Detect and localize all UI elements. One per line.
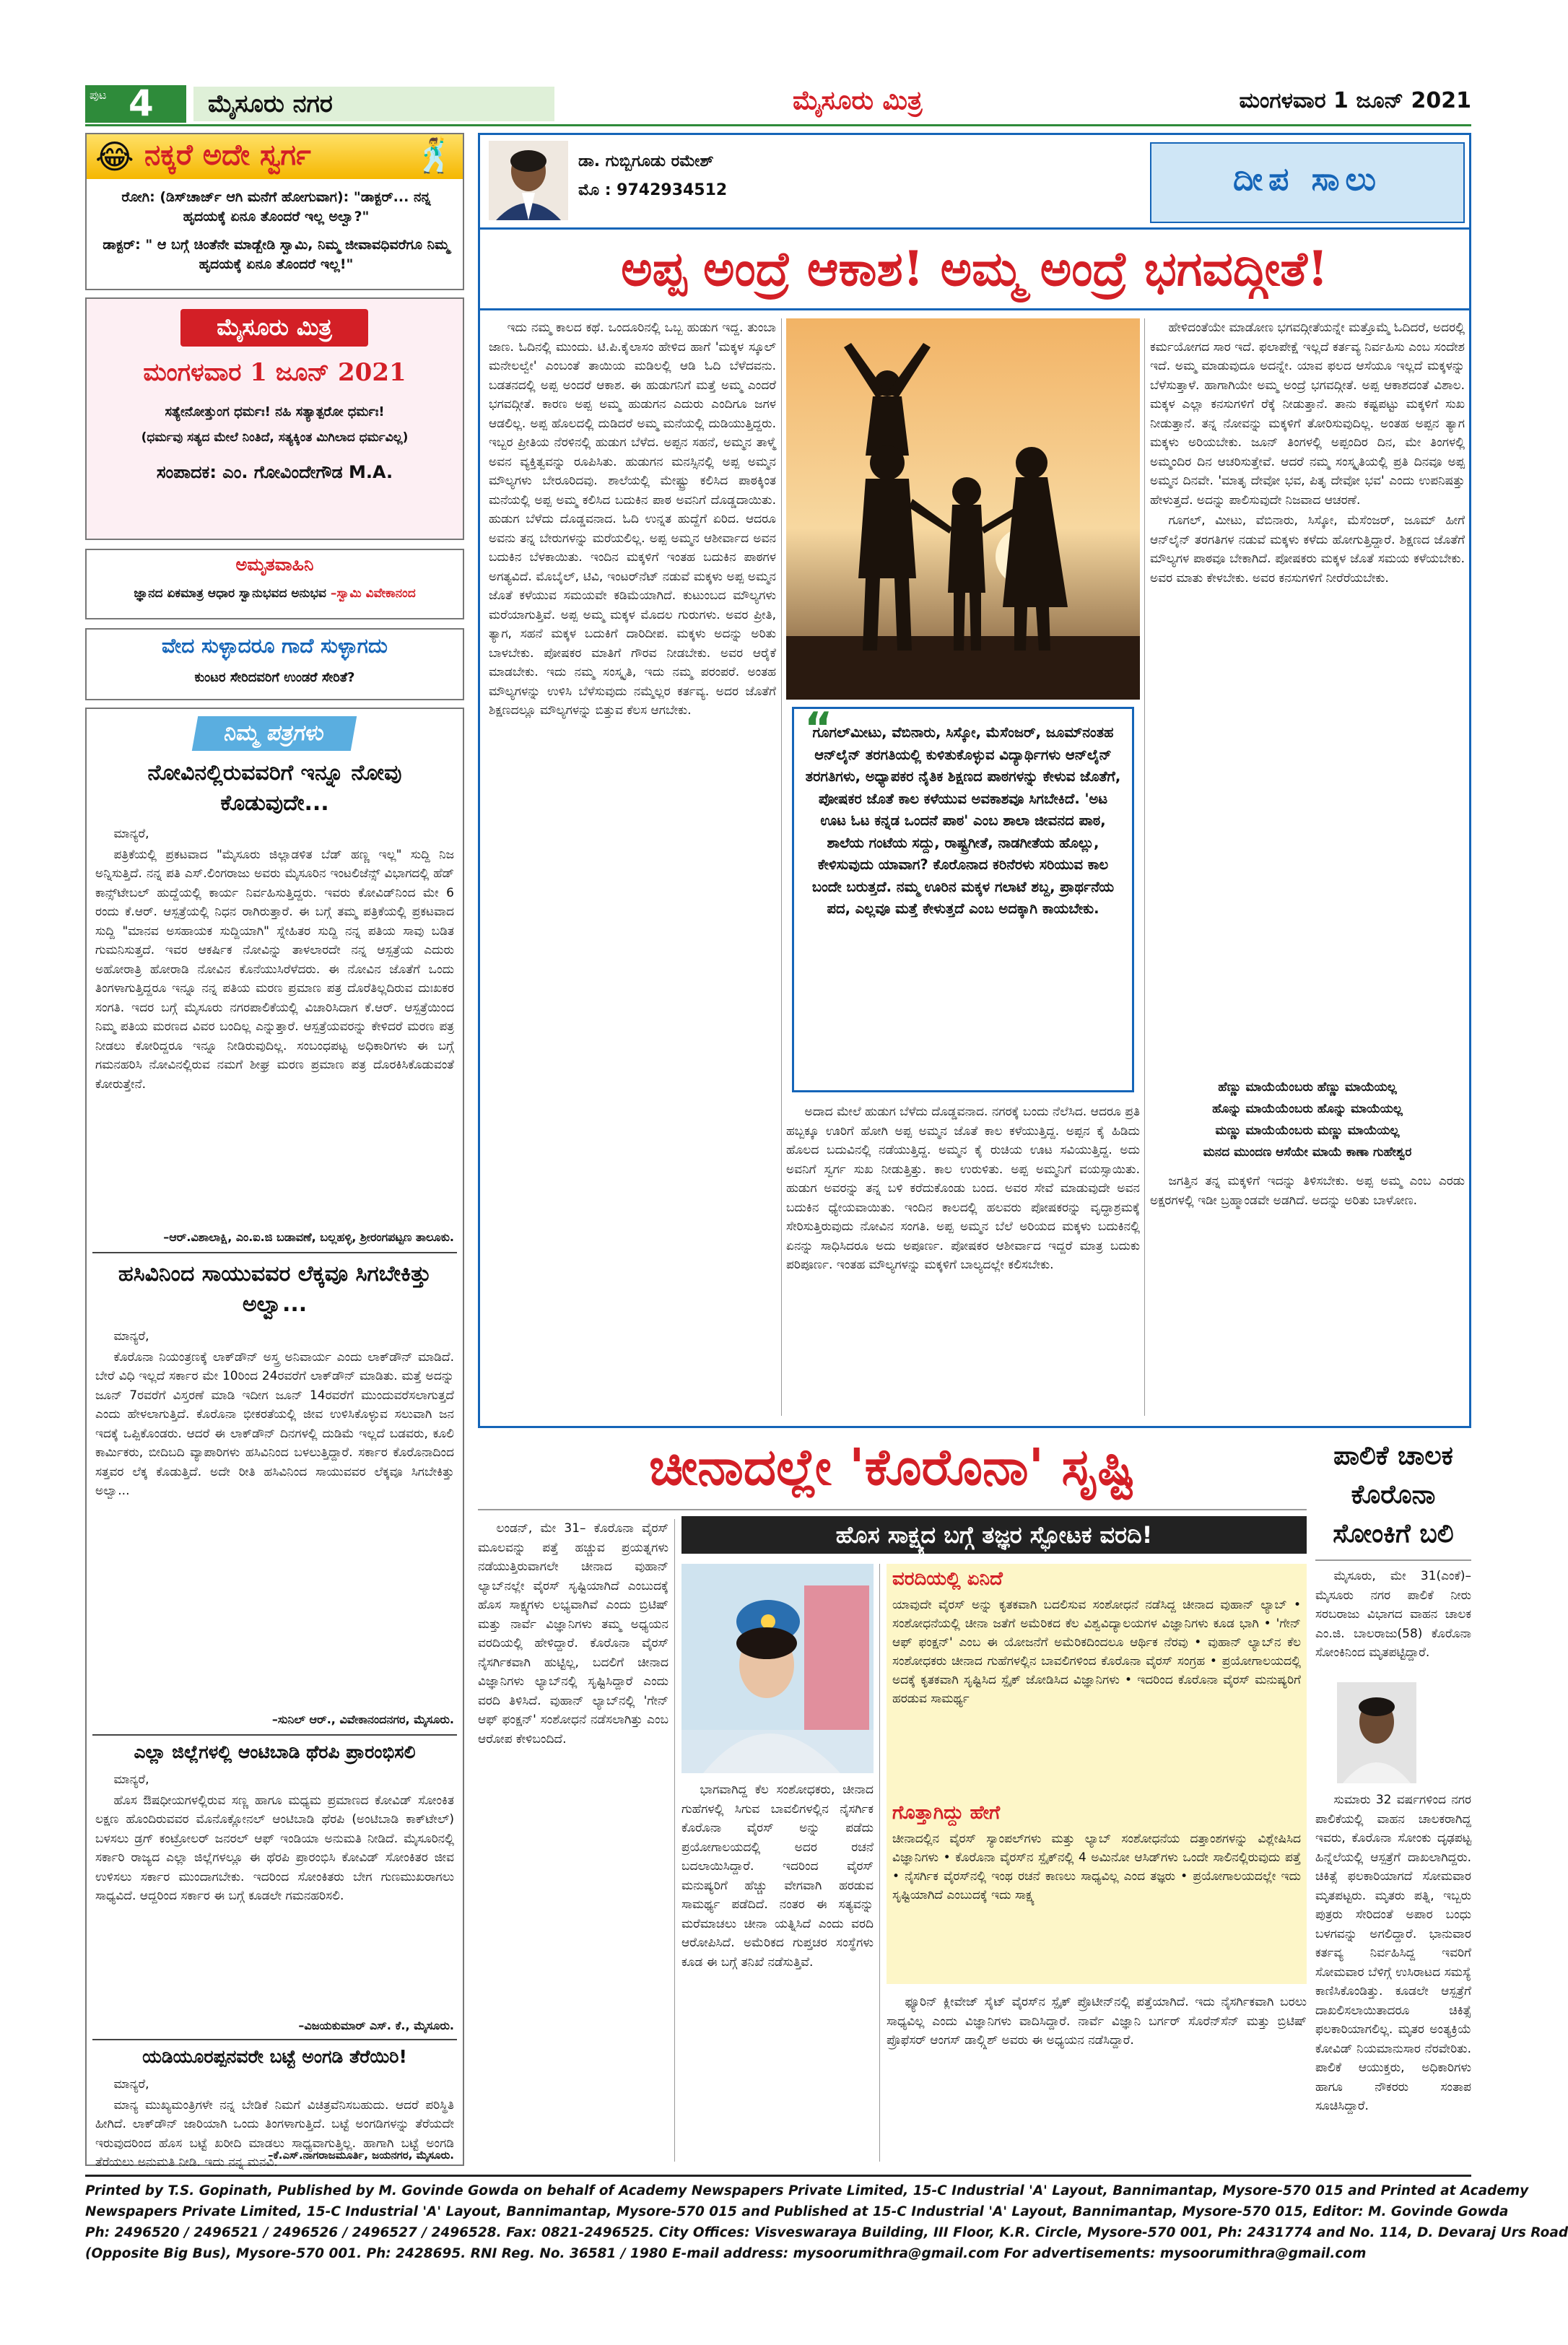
imprint-line-4: (Opposite Big Bus), Mysore-570 001. Ph: 2428695. RNI Reg. No. 36581 / 1980 E-mail address: mysoorumithra@gmail.com For advertisements: mysoorumithra@gmail.com [85,2246,1367,2261]
masthead-motto-1: ಸತ್ಯೇನೋತ್ತುಂಗ ಧರ್ಮಃ! ನಹಿ ಸತ್ಯಾತ್ಪರೋ ಧರ್ಮಃ! [165,404,385,419]
vachana-poem [1150,1076,1465,1166]
vedasa-title: ವೇದ ಸುಳ್ಳಾದರೂ ಗಾದೆ ಸುಳ್ಳಾಗದು [162,634,388,658]
letter-4-title: ಯಡಿಯೂರಪ್ಪನವರೇ ಬಟ್ಟೆ ಅಂಗಡಿ ತೆರೆಯಿರಿ! [142,2046,407,2067]
scientist-photo [681,1564,874,1773]
palike-body-1-text: ಮೈಸೂರು, ಮೇ 31(ಎಂಕೆ)– ಮೈಸೂರು ನಗರ ಪಾಲಿಕೆ ನೀರು ಸರಬರಾಜು ವಿಭಾಗದ ವಾಹನ ಚಾಲಕ ಎಂ.ಜಿ. ಬಾಲರಾಜು(58) ಕೊರೊನಾ ಸೋಂಕಿನಿಂದ ಮೃತಪಟ್ಟಿದ್ದಾರೆ. [1315,1569,1471,1660]
amrita-box [85,549,464,619]
letter-1-salutation: ಮಾನ್ಯರೆ, [113,827,149,841]
section-banner [1150,142,1465,223]
palike-story [1315,1437,1471,2166]
imprint-line-3: Ph: 2496520 / 2496521 / 2496526 / 2496527 / 2496528. Fax: 0821-2496525. City Offices: Visveswaraya Building, III Floor, K.R. Circle, Mysore-570 001, Ph: 2431774 and No. 114, D. Devaraj Urs Road [85,2225,1568,2240]
report-box-text: ಯಾವುದೇ ವೈರಸ್ ಅನ್ನು ಕೃತಕವಾಗಿ ಬದಲಿಸುವ ಸಂಶೋಧನೆ ನಡೆಸಿದ್ದ ಚೀನಾದ ವುಹಾನ್ ಲ್ಯಾಬ್ • ಸಂಶೋಧನೆಯಲ್ಲಿ ಚೀನಾ ಜತೆಗೆ ಅಮೆರಿಕದ ಕೆಲ ವಿಶ್ವವಿದ್ಯಾಲಯಗಳ ವಿಜ್ಞಾನಿಗಳು ಕೂಡ ಭಾಗಿ • 'ಗೇನ್ ಆಫ್ ಫಂಕ್ಷನ್' ಎಂಬ ಈ ಯೋಜನೆಗೆ ಅಮೆರಿಕದಿಂದಲೂ ಆರ್ಥಿಕ ನೆರವು • ವುಹಾನ್ ಲ್ಯಾಬ್‌ನ ಕೆಲ ಸಂಶೋಧಕರು ಚೀನಾದ ಗುಹೆಗಳಲ್ಲಿನ ಬಾವಲಿಗಳಿಂದ ಕೊರೊನಾ ವೈರಸ್ ಸಂಗ್ರಹ • ಪ್ರಯೋಗಾಲಯದಲ್ಲಿ ಅದಕ್ಕೆ ಕೃತಕವಾಗಿ ಸೃಷ್ಟಿಸಿದ ಸ್ಪೈಕ್ ಜೋಡಿಸಿದ ವಿಜ್ಞಾನಿಗಳು • ಇದರಿಂದ ಕೊರೊನಾ ವೈರಸ್ ಮನುಷ್ಯರಿಗೆ ಹರಡುವ ಸಾಮರ್ಥ್ಯ [892,1598,1301,1706]
masthead-editor: ಸಂಪಾದಕ: ಎಂ. ಗೋವಿಂದೇಗೌಡ M.A. [156,462,393,482]
page-number: 4 [129,82,154,124]
joke-text-2: ಡಾಕ್ಟರ್: " ಆ ಬಗ್ಗೆ ಚಿಂತೆನೇ ಮಾಡ್ಬೇಡಿ ಸ್ವಾಮಿ, ನಿಮ್ಮ ಜೀವಾವಧಿವರೆಗೂ ನಿಮ್ಮ ಹೃದಯಕ್ಕೆ ಏನೂ ತೊಂದರೆ ಇಲ್ಲ!" [103,237,450,272]
section-title: ದೀಪ ಸಾಲು [1232,161,1382,198]
masthead-motto-2: (ಧರ್ಮವು ಸತ್ಯದ ಮೇಲೆ ನಿಂತಿದೆ, ಸತ್ಯಕ್ಕಿಂತ ಮಿಗಿಲಾದ ಧರ್ಮವಿಲ್ಲ) [141,430,409,445]
masthead-small: ಮೈಸೂರು ಮಿತ್ರ [793,85,923,116]
letter-1-title: ನೋವಿನಲ್ಲಿರುವವರಿಗೆ ಇನ್ನೂ ನೋವು ಕೊಡುವುದೇ... [147,760,402,816]
china-subhead: ಹೊಸ ಸಾಕ್ಷ್ಯದ ಬಗ್ಗೆ ತಜ್ಞರ ಸ್ಫೋಟಕ ವರದಿ! [681,1516,1307,1554]
scientist-portrait-icon [681,1564,874,1773]
masthead-date: ಮಂಗಳವಾರ 1 ಜೂನ್ 2021 [143,358,406,387]
china-col-1 [478,1519,668,2162]
palike-body-1 [1315,1567,1471,1675]
masthead-name: ಮೈಸೂರು ಮಿತ್ರ [217,313,332,341]
amrita-text: ಜ್ಞಾನದ ಏಕಮಾತ್ರ ಆಧಾರ ಸ್ವಾನುಭವದ ಅನುಭವ [134,586,326,601]
quote-box [792,703,1134,1092]
china-headline: ಚೀನಾದಲ್ಲೇ 'ಕೊರೊನಾ' ಸೃಷ್ಟಿ [649,1437,1136,1497]
deceased-photo [1337,1682,1416,1783]
feature-article [478,133,1471,1428]
letter-2-salutation: ಮಾನ್ಯರೆ, [113,1329,149,1344]
letter-1-sign: –ಆರ್.ವಿಶಾಲಾಕ್ಷಿ, ಎಂ.ಐ.ಜಿ ಬಡಾವಣೆ, ಬಲ್ಲಹಳ್ಳಿ, ಶ್ರೀರಂಗಪಟ್ಟಣ ತಾಲೂಕು. [163,1230,454,1244]
author-name: ಡಾ. ಗುಬ್ಬಿಗೂಡು ರಮೇಶ್ [578,152,714,170]
feature-col-3-text: ಹೇಳಿದಂತೆಯೇ ಮಾಡೋಣ ಭಗವದ್ಗೀತೆಯನ್ನೇ ಮತ್ತೊಮ್ಮೆ ಓದಿದರೆ, ಅದರಲ್ಲಿ ಕರ್ಮಯೋಗದ ಸಾರ ಇದೆ. ಫಲಾಪೇಕ್ಷೆ ಇಲ್ಲದೆ ಕರ್ತವ್ಯ ನಿರ್ವಹಿಸು ಎಂಬ ಸಂದೇಶ ಇದೆ. ಅಮ್ಮ ಮಾಡುವುದೂ ಅದನ್ನೇ. ಯಾವ ಫಲದ ಆಸೆಯೂ ಇಲ್ಲದೆ ಮಕ್ಕಳನ್ನು ಬೆಳೆಸುತ್ತಾಳೆ. ಹಾಗಾಗಿಯೇ ಅಮ್ಮ ಅಂದ್ರೆ ಭಗವದ್ಗೀತೆ. ಅಪ್ಪ ಆಕಾಶದಂತೆ ವಿಶಾಲ. ಮಕ್ಕಳ ಎಲ್ಲಾ ಕನಸುಗಳಿಗೆ ರೆಕ್ಕೆ ನೀಡುತ್ತಾನೆ. ತಾನು ಕಷ್ಟಪಟ್ಟು ಮಕ್ಕಳಿಗೆ ಸುಖ ನೀಡುತ್ತಾನೆ. ತನ್ನ ನೋವನ್ನು ಮಕ್ಕಳಿಗೆ ತೋರಿಸುವುದಿಲ್ಲ. ಅಂತಹ ಅಪ್ಪನ ತ್ಯಾಗ ಮಕ್ಕಳು ಅರಿಯಬೇಕು. ಜೂನ್ ತಿಂಗಳಲ್ಲಿ ಅಪ್ಪಂದಿರ ದಿನ, ಮೇ ತಿಂಗಳಲ್ಲಿ ಅಮ್ಮಂದಿರ ದಿನ ಆಚರಿಸುತ್ತೇವೆ. ಆದರೆ ನಮ್ಮ ಸಂಸ್ಕೃತಿಯಲ್ಲಿ ಪ್ರತಿ ದಿನವೂ ಅಪ್ಪ ಅಮ್ಮನ ದಿನವೇ. 'ಮಾತೃ ದೇವೋ ಭವ, ಪಿತೃ ದೇವೋ ಭವ' ಎಂದು ಉಪನಿಷತ್ತು ಹೇಳುತ್ತದೆ. ಅದನ್ನು ಪಾಲಿಸುವುದೇ ನಿಜವಾದ ಆಚರಣೆ. [1150,321,1465,508]
china-col-3-text: ಫ್ಯೂರಿನ್ ಕ್ಲೀವೇಜ್ ಸೈಟ್ ವೈರಸ್‌ನ ಸ್ಪೈಕ್ ಪ್ರೊಟೀನ್‌ನಲ್ಲಿ ಪತ್ತೆಯಾಗಿದೆ. ಇದು ನೈಸರ್ಗಿಕವಾಗಿ ಬರಲು ಸಾಧ್ಯವಿಲ್ಲ ಎಂದು ವಿಜ್ಞಾನಿಗಳು ವಾದಿಸಿದ್ದಾರೆ. ನಾರ್ವೆ ವಿಜ್ಞಾನಿ ಬರ್ಗರ್ ಸೊರೆನ್‌ಸೆನ್ ಮತ್ತು ಬ್ರಿಟಿಷ್ ಪ್ರೊಫೆಸರ್ ಆಂಗಸ್ ಡಾಲ್ಗ್ಲಿಶ್ ಅವರು ಈ ಅಧ್ಯಯನ ನಡೆಸಿದ್ದಾರೆ. [887,1995,1307,2048]
family-photo [786,318,1140,700]
section-name: ಮೈಸೂರು ನಗರ [193,87,554,121]
joke-box [85,133,464,290]
letter-1-body: ಪತ್ರಿಕೆಯಲ್ಲಿ ಪ್ರಕಟವಾದ "ಮೈಸೂರು ಜಿಲ್ಲಾಡಳಿತ ಬೆಡ್ ಹಣ್ಣ ಇಲ್ಲ" ಸುದ್ದಿ ನಿಜ ಅನ್ನಿಸುತ್ತಿದೆ. ನನ್ನ ಪತಿ ಎಸ್.ಲಿಂಗರಾಜು ಅವರು ಮೈಸೂರಿನ ಇಂಟಲಿಜೆನ್ಸ್ ವಿಭಾಗದಲ್ಲಿ ಹೆಡ್ ಕಾನ್ಸ್‌ಟೇಬಲ್ ಹುದ್ದೆಯಲ್ಲಿ ಕಾರ್ಯ ನಿರ್ವಹಿಸುತ್ತಿದ್ದರು. ಇವರು ಕೋವಿಡ್‌ನಿಂದ ಮೇ 6 ರಂದು ಕೆ.ಆರ್. ಆಸ್ಪತ್ರೆಯಲ್ಲಿ ನಿಧನ ರಾಗಿರುತ್ತಾರೆ. ಈ ಬಗ್ಗೆ ತಮ್ಮ ಪತ್ರಿಕೆಯಲ್ಲಿ ಪ್ರಕಟವಾದ ಸುದ್ದಿ "ಮಾನವ ಅಸಹಾಯಕ ಸುದ್ದಿಯಾಗಿ" ಸ್ನೇಹಿತರ ಸುದ್ದಿ ನನ್ನ ಪತಿಯ ಸಾವು ಬಡಿತ ಗುಮನಿಸುತ್ತದೆ. ಇವರ ಆಕರ್ಷಿಕ ನೋವಿನ್ನು ತಾಳಲಾರದೇ ನನ್ನ ಆಸ್ಪತ್ರೆಯ ಎದುರು ಅಹೋರಾತ್ರಿ ಹೋರಾಡಿ ನೋವಿನ ಕೊನೆಯುಸಿರೆಳೆದರು. ಈ ನೋವಿನ ಜೊತೆಗೆ ಒಂದು ತಿಂಗಳಾಗುತ್ತಿದ್ದರೂ ಇನ್ನೂ ನನ್ನ ಪತಿಯ ಮರಣ ಪ್ರಮಾಣ ಪತ್ರ ದೊರೆತಿಲ್ಲದಿರುವ ದುಃಖಕರ ಸಂಗತಿ. ಇದರ ಬಗ್ಗೆ ಮೈಸೂರು ನಗರಪಾಲಿಕೆಯಲ್ಲಿ ವಿಚಾರಿಸಿದಾಗ ಕೆ.ಆರ್. ಆಸ್ಪತ್ರೆಯಿಂದ ನಿಮ್ಮ ಪತಿಯ ಮರಣದ ವಿವರ ಬಂದಿಲ್ಲ ಎನ್ನುತ್ತಾರೆ. ಆಸ್ಪತ್ರೆಯವರನ್ನು ಕೇಳಿದರೆ ಮರಣ ಪತ್ರ ನೀಡಲು ಕೋರಿದ್ದರೂ ಇನ್ನೂ ನೀಡಿರುವುದಿಲ್ಲ. ಸಂಬಂಧಪಟ್ಟ ಅಧಿಕಾರಿಗಳು ಈ ಬಗ್ಗೆ ಗಮನಹರಿಸಿ ನೋವಿನಲ್ಲಿರುವ ನಮಗೆ ಶೀಘ್ರ ಮರಣ ಪ್ರಮಾಣ ಪತ್ರ ದೊರಕಿಸಿಕೊಡುವಂತೆ ಕೋರುತ್ತೇನೆ. [95,847,454,1092]
letter-2-body: ಕೊರೊನಾ ನಿಯಂತ್ರಣಕ್ಕೆ ಲಾಕ್‌ಡೌನ್ ಅಸ್ತ್ರ ಅನಿವಾರ್ಯ ಎಂದು ಲಾಕ್‌ಡೌನ್ ಮಾಡಿದೆ. ಬೇರೆ ವಿಧಿ ಇಲ್ಲದೆ ಸರ್ಕಾರ ಮೇ 10ರಿಂದ 24ರವರೆಗೆ ಲಾಕ್‌ಡೌನ್ ಮಾಡಿತು. ಮತ್ತೆ ಅದನ್ನು ಜೂನ್ 7ರವರೆಗೆ ವಿಸ್ತರಣೆ ಮಾಡಿ ಇದೀಗ ಜೂನ್ 14ರವರೆಗೆ ಮುಂದುವರೆಸಲಾಗುತ್ತದೆ ಎಂದು ಹೇಳಲಾಗುತ್ತಿದೆ. ಕೊರೊನಾ ಭೀಕರತೆಯಲ್ಲಿ ಜೀವ ಉಳಿಸಿಕೊಳ್ಳುವ ಸಲುವಾಗಿ ಜನ ಇದಕ್ಕೆ ಒಪ್ಪಿಕೊಂಡರು. ಆದರೆ ಈ ಲಾಕ್‌ಡೌನ್ ದಿನಗಳಲ್ಲಿ ದುಡಿಮೆ ಇಲ್ಲದೆ ಬಡವರು, ಕೂಲಿ ಕಾರ್ಮಿಕರು, ಬೀದಿಬದಿ ವ್ಯಾಪಾರಿಗಳು ಹಸಿವಿನಿಂದ ಬಳಲುತ್ತಿದ್ದಾರೆ. ಸರ್ಕಾರ ಕೊರೊನಾದಿಂದ ಸತ್ತವರ ಲೆಕ್ಕ ಕೊಡುತ್ತಿದೆ. ಅದೇ ರೀತಿ ಹಸಿವಿನಿಂದ ಸಾಯುವವರ ಲೆಕ್ಕವೂ ಸಿಗಬೇಕಿತ್ತು ಅಲ್ವಾ... [95,1349,454,1498]
masthead-box [85,297,464,540]
feature-col-3b-text: ಗೂಗಲ್, ಮೀಟು, ವೆಬಿನಾರು, ಸಿಸ್ಕೋ, ಮೆಸೆಂಜರ್, ಜೂಮ್ ಹೀಗೆ ಆನ್‌ಲೈನ್ ತರಗತಿಗಳ ನಡುವೆ ಮಕ್ಕಳು ಕಳೆದು ಹೋಗುತ್ತಿದ್ದಾರೆ. ಶಿಕ್ಷಣದ ಜೊತೆಗೆ ಮೌಲ್ಯಗಳ ಪಾಠವೂ ಬೇಕಾಗಿದೆ. ಪೋಷಕರು ಮಕ್ಕಳ ಜೊತೆ ಸಮಯ ಕಳೆಯಬೇಕು. ಅವರ ಮಾತು ಕೇಳಬೇಕು. ಅವರ ಕನಸುಗಳಿಗೆ ನೀರೆರೆಯಬೇಕು. [1150,513,1465,586]
palike-body-2 [1315,1791,1471,2162]
feature-col-3 [1150,318,1465,1076]
vedasa-text: ಕುಂಟರ ಸೇರಿದವರಿಗೆ ಉಂಡರೆ ಸೇರಿತೆ? [194,670,355,685]
how-known-text: ಚೀನಾದಲ್ಲಿನ ವೈರಸ್ ಸ್ಯಾಂಪಲ್‌ಗಳು ಮತ್ತು ಲ್ಯಾಬ್ ಸಂಶೋಧನೆಯ ದತ್ತಾಂಶಗಳನ್ನು ವಿಶ್ಲೇಷಿಸಿದ ವಿಜ್ಞಾನಿಗಳು • ಕೊರೊನಾ ವೈರಸ್‌ನ ಸ್ಪೈಕ್‌ನಲ್ಲಿ 4 ಅಮಿನೋ ಆಸಿಡ್‌ಗಳು ಒಂದೇ ಸಾಲಿನಲ್ಲಿರುವುದು ಪತ್ತೆ • ನೈಸರ್ಗಿಕ ವೈರಸ್‌ನಲ್ಲಿ ಇಂಥ ರಚನೆ ಕಾಣಲು ಸಾಧ್ಯವಿಲ್ಲ ಎಂದ ತಜ್ಞರು • ಪ್ರಯೋಗಾಲಯದಲ್ಲೇ ಇದು ಸೃಷ್ಟಿಯಾಗಿದೆ ಎಂಬುದಕ್ಕೆ ಇದು ಸಾಕ್ಷ್ಯ [892,1832,1301,1902]
page-header [85,82,1471,124]
letters-section [85,708,464,2170]
how-known-title: ಗೊತ್ತಾಗಿದ್ದು ಹೇಗೆ [892,1802,1001,1824]
report-box [887,1564,1307,1984]
letter-3-salutation: ಮಾನ್ಯರೆ, [113,1772,149,1787]
quote-mark-icon: “ [804,703,833,754]
vedasa-box [85,628,464,700]
page-number-badge [85,82,186,124]
letter-3-title: ಎಲ್ಲಾ ಜಿಲ್ಲೆಗಳಲ್ಲಿ ಆಂಟಿಬಾಡಿ ಥೆರಪಿ ಪ್ರಾರಂಭಿಸಲಿ [134,1741,416,1762]
letter-4-sign: –ಕೆ.ಎಸ್.ನಾಗರಾಜಮೂರ್ತಿ, ಜಯನಗರ, ಮೈಸೂರು. [267,2149,454,2162]
palike-headline: ಪಾಲಿಕೆ ಚಾಲಕ ಕೊರೊನಾ ಸೋಂಕಿಗೆ ಬಲಿ [1333,1441,1454,1549]
joke-header [87,134,463,179]
feature-headline: ಅಪ್ಪ ಅಂದ್ರೆ ಆಕಾಶ! ಅಮ್ಮ ಅಂದ್ರೆ ಭಗವದ್ಗೀತೆ! [621,240,1328,297]
poem-line-1: ಹೆಣ್ಣು ಮಾಯೆಯೆಂಬರು ಹೆಣ್ಣು ಮಾಯೆಯಲ್ಲ [1218,1080,1397,1095]
header-date: ಮಂಗಳವಾರ 1 ಜೂನ್ 2021 [1239,88,1471,113]
letter-2-title: ಹಸಿವಿನಿಂದ ಸಾಯುವವರ ಲೆಕ್ಕವೂ ಸಿಗಬೇಕಿತ್ತು ಅಲ್ವಾ... [118,1261,432,1317]
family-silhouette-icon [786,318,1140,700]
letter-2-sign: –ಸುನಿಲ್ ಆರ್., ವಿವೇಕಾನಂದನಗರ, ಮೈಸೂರು. [271,1713,454,1726]
author-photo [489,141,568,220]
imprint-line-1: Printed by T.S. Gopinath, Published by M. Govinde Gowda on behalf of Academy Newspapers Private Limited, 15-C Industrial 'A' Layout, Bannimantap, Mysore-570 015 and Printed at Academy [85,2183,1529,2198]
feature-col-2-text: ಅದಾದ ಮೇಲೆ ಹುಡುಗ ಬೆಳೆದು ದೊಡ್ಡವನಾದ. ನಗರಕ್ಕೆ ಬಂದು ನೆಲೆಸಿದ. ಆದರೂ ಪ್ರತಿ ಹಬ್ಬಕ್ಕೂ ಊರಿಗೆ ಹೋಗಿ ಅಪ್ಪ ಅಮ್ಮನ ಜೊತೆ ಕಾಲ ಕಳೆಯುತ್ತಿದ್ದ. ಅಪ್ಪನ ಕೈ ಹಿಡಿದು ಹೊಲದ ಬದುವಿನಲ್ಲಿ ನಡೆಯುತ್ತಿದ್ದ. ಅಮ್ಮನ ಕೈ ರುಚಿಯ ಊಟ ಸವಿಯುತ್ತಿದ್ದ. ಅದು ಅವನಿಗೆ ಸ್ವರ್ಗ ಸುಖ ನೀಡುತ್ತಿತ್ತು. ಕಾಲ ಉರುಳಿತು. ಅಪ್ಪ ಅಮ್ಮನಿಗೆ ವಯಸ್ಸಾಯಿತು. ಹುಡುಗ ಅವರನ್ನು ತನ್ನ ಬಳಿ ಕರೆದುಕೊಂಡು ಬಂದ. ಅವರ ಸೇವೆ ಮಾಡುವುದೇ ಅವನ ಬದುಕಿನ ಧ್ಯೇಯವಾಯಿತು. ಇಂದಿನ ಕಾಲದಲ್ಲಿ ಹಲವರು ಪೋಷಕರನ್ನು ವೃದ್ಧಾಶ್ರಮಕ್ಕೆ ಸೇರಿಸುತ್ತಿರುವುದು ನೋವಿನ ಸಂಗತಿ. ಅಪ್ಪ ಅಮ್ಮನ ಬೆಲೆ ಅರಿಯದ ಮಕ್ಕಳು ಬದುಕಿನಲ್ಲಿ ಏನನ್ನು ಸಾಧಿಸಿದರೂ ಅದು ಅಪೂರ್ಣ. ಪೋಷಕರ ಆಶೀರ್ವಾದ ಇದ್ದರೆ ಮಾತ್ರ ಬದುಕು ಪರಿಪೂರ್ಣ. ಇಂತಹ ಮೌಲ್ಯಗಳನ್ನು ಮಕ್ಕಳಿಗೆ ಬಾಲ್ಯದಲ್ಲೇ ಕಲಿಸಬೇಕು. [786,1105,1140,1272]
amrita-author: –ಸ್ವಾಮಿ ವಿವೇಕಾನಂದ [330,586,416,601]
page-label: ಪುಟ [90,88,107,102]
masthead-name-banner [180,309,368,347]
imprint-footer [85,2180,1568,2267]
feature-col-2 [786,1102,1140,1417]
china-col-1-text: ಲಂಡನ್, ಮೇ 31– ಕೊರೊನಾ ವೈರಸ್ ಮೂಲವನ್ನು ಪತ್ತೆ ಹಚ್ಚುವ ಪ್ರಯತ್ನಗಳು ನಡೆಯುತ್ತಿರುವಾಗಲೇ ಚೀನಾದ ವುಹಾನ್ ಲ್ಯಾಬ್‌ನಲ್ಲೇ ವೈರಸ್ ಸೃಷ್ಟಿಯಾಗಿದೆ ಎಂಬುದಕ್ಕೆ ಹೊಸ ಸಾಕ್ಷ್ಯಗಳು ಲಭ್ಯವಾಗಿವೆ ಎಂದು ಬ್ರಿಟಿಷ್ ಮತ್ತು ನಾರ್ವೆ ವಿಜ್ಞಾನಿಗಳು ತಮ್ಮ ಅಧ್ಯಯನ ವರದಿಯಲ್ಲಿ ಹೇಳಿದ್ದಾರೆ. ಕೊರೊನಾ ವೈರಸ್ ನೈಸರ್ಗಿಕವಾಗಿ ಹುಟ್ಟಿಲ್ಲ, ಬದಲಿಗೆ ಚೀನಾದ ವಿಜ್ಞಾನಿಗಳು ಲ್ಯಾಬ್‌ನಲ್ಲಿ ಸೃಷ್ಟಿಸಿದ್ದಾರೆ ಎಂದು ವರದಿ ತಿಳಿಸಿದೆ. ವುಹಾನ್ ಲ್ಯಾಬ್‌ನಲ್ಲಿ 'ಗೇನ್ ಆಫ್ ಫಂಕ್ಷನ್' ಸಂಶೋಧನೆ ನಡೆಸಲಾಗಿತ್ತು ಎಂಬ ಆರೋಪ ಕೇಳಿಬಂದಿದೆ. [478,1521,668,1746]
author-portrait-icon [489,141,568,220]
laughing-face-icon: 😂 [95,137,134,176]
china-col-2 [681,1780,874,2162]
amrita-title: ಅಮೃತವಾಹಿನಿ [235,554,314,575]
feature-col-1 [489,318,776,1416]
poem-line-2: ಹೊನ್ನು ಮಾಯೆಯೆಂಬರು ಹೊನ್ನು ಮಾಯೆಯಲ್ಲ [1212,1102,1403,1116]
letter-4-body: ಮಾನ್ಯ ಮುಖ್ಯಮಂತ್ರಿಗಳೇ ನನ್ನ ಬೇಡಿಕೆ ನಿಮಗೆ ವಿಚಿತ್ರವೆನಿಸಬಹುದು. ಆದರೆ ಪರಿಸ್ಥಿತಿ ಹೀಗಿದೆ. ಲಾಕ್‌ಡೌನ್ ಜಾರಿಯಾಗಿ ಒಂದು ತಿಂಗಳಾಗುತ್ತಿದೆ. ಬಟ್ಟೆ ಅಂಗಡಿಗಳನ್ನು ತೆರೆಯದೇ ಇರುವುದರಿಂದ ಹೊಸ ಬಟ್ಟೆ ಖರೀದಿ ಮಾಡಲು ಸಾಧ್ಯವಾಗುತ್ತಿಲ್ಲ. ಹಾಗಾಗಿ ಬಟ್ಟೆ ಅಂಗಡಿ ತೆರೆಯಲು ಅನುಮತಿ ನೀಡಿ. ಇದು ನನ್ನ ಮನವಿ. [95,2097,454,2170]
author-phone: ಮೊ : 9742934512 [578,181,728,199]
letter-3-sign: –ವಿಜಯಕುಮಾರ್ ಎಸ್. ಕೆ., ಮೈಸೂರು. [298,2019,454,2032]
feature-col-3c [1150,1172,1465,1417]
feature-col-3c-text: ಜಗತ್ತಿನ ತನ್ನ ಮಕ್ಕಳಿಗೆ ಇದನ್ನು ತಿಳಿಸಬೇಕು. ಅಪ್ಪ ಅಮ್ಮ ಎಂಬ ಎರಡು ಅಕ್ಷರಗಳಲ್ಲಿ ಇಡೀ ಬ್ರಹ್ಮಾಂಡವೇ ಅಡಗಿದೆ. ಅದನ್ನು ಅರಿತು ಬಾಳೋಣ. [1150,1174,1465,1208]
china-col-2-text: ಭಾಗವಾಗಿದ್ದ ಕೆಲ ಸಂಶೋಧಕರು, ಚೀನಾದ ಗುಹೆಗಳಲ್ಲಿ ಸಿಗುವ ಬಾವಲಿಗಳಲ್ಲಿನ ನೈಸರ್ಗಿಕ ಕೊರೊನಾ ವೈರಸ್ ಅನ್ನು ಪಡೆದು ಪ್ರಯೋಗಾಲಯದಲ್ಲಿ ಅದರ ರಚನೆ ಬದಲಾಯಿಸಿದ್ದಾರೆ. ಇದರಿಂದ ವೈರಸ್ ಮನುಷ್ಯರಿಗೆ ಹೆಚ್ಚು ವೇಗವಾಗಿ ಹರಡುವ ಸಾಮರ್ಥ್ಯ ಪಡೆದಿದೆ. ನಂತರ ಈ ಸತ್ಯವನ್ನು ಮರೆಮಾಚಲು ಚೀನಾ ಯತ್ನಿಸಿದೆ ಎಂದು ವರದಿ ಆರೋಪಿಸಿದೆ. ಅಮೆರಿಕದ ಗುಪ್ತಚರ ಸಂಸ್ಥೆಗಳು ಕೂಡ ಈ ಬಗ್ಗೆ ತನಿಖೆ ನಡೆಸುತ್ತಿವೆ. [681,1783,874,1970]
deceased-portrait-icon [1337,1682,1416,1783]
quote-text: ಗೂಗಲ್‌ಮೀಟು, ವೆಬಿನಾರು, ಸಿಸ್ಕೋ, ಮೆಸೆಂಜರ್, ಜೂಮ್‌ನಂತಹ ಆನ್‌ಲೈನ್ ತರಗತಿಯಲ್ಲಿ ಕುಳಿತುಕೊಳ್ಳುವ ವಿದ್ಯಾರ್ಥಿಗಳು ಆನ್‌ಲೈನ್ ತರಗತಿಗಳು, ಅಧ್ಯಾಪಕರ ನೈತಿಕ ಶಿಕ್ಷಣದ ಪಾಠಗಳನ್ನು ಕೇಳುವ ಜೊತೆಗೆ, ಪೋಷಕರ ಜೊತೆ ಕಾಲ ಕಳೆಯುವ ಅವಕಾಶವೂ ಸಿಗಬೇಕಿದೆ. 'ಅಟ ಊಟ ಓಟ ಕನ್ನಡ ಒಂದನೆ ಪಾಠ' ಎಂಬ ಶಾಲಾ ಜೀವನದ ಪಾಠ, ಶಾಲೆಯ ಗಂಟೆಯ ಸದ್ದು, ರಾಷ್ಟ್ರಗೀತೆ, ನಾಡಗೀತೆಯ ಹೊಲ್ಲು, ಕೇಳಿಸುವುದು ಯಾವಾಗ? ಕೊರೊನಾದ ಕರಿನೆರಳು ಸರಿಯುವ ಕಾಲ ಬಂದೇ ಬರುತ್ತದೆ. ನಮ್ಮ ಊರಿನ ಮಕ್ಕಳ ಗಲಾಟೆ ಶಬ್ದ, ಪ್ರಾರ್ಥನೆಯ ಪದ, ಎಲ್ಲವೂ ಮತ್ತೆ ಕೇಳುತ್ತದೆ ಎಂಬ ಅದಕ್ಕಾಗಿ ಕಾಯಬೇಕು. [805,724,1121,917]
dancing-man-icon: 🕺 [414,136,456,175]
feature-col-1-text: ಇದು ನಮ್ಮ ಕಾಲದ ಕಥೆ. ಒಂದೂರಿನಲ್ಲಿ ಒಬ್ಬ ಹುಡುಗ ಇದ್ದ. ತುಂಬಾ ಜಾಣ. ಓದಿನಲ್ಲಿ ಮುಂದು. ಟಿ.ಪಿ.ಕೈಲಾಸಂ ಹೇಳಿದ ಹಾಗೆ 'ಮಕ್ಕಳ ಸ್ಕೂಲ್ ಮನೇಲಲ್ವೇ' ಎಂಬಂತೆ ತಾಯಿಯ ಮಡಿಲಲ್ಲಿ ಆಡಿ ಓದಿ ಬೆಳೆದವನು. ಬಡತನದಲ್ಲಿ ಅಪ್ಪ ಅಂದರೆ ಆಕಾಶ. ಈ ಹುಡುಗನಿಗೆ ಮತ್ತೆ ಅಮ್ಮ ಎಂದರೆ ಭಗವದ್ಗೀತೆ. ಕಾರಣ ಅಪ್ಪ ಅಮ್ಮ ಹುಡುಗನ ಎದುರು ಎಂದಿಗೂ ಜಗಳ ಆಡಲಿಲ್ಲ. ಅಪ್ಪ ಹೊಲದಲ್ಲಿ ದುಡಿದರೆ ಅಮ್ಮ ಮನೆಯಲ್ಲಿ ದುಡಿಯುತ್ತಿದ್ದರು. ಇಬ್ಬರ ಪ್ರೀತಿಯ ನೆರಳಿನಲ್ಲಿ ಹುಡುಗ ಬೆಳೆದ. ಅಪ್ಪನ ಸಹನೆ, ಅಮ್ಮನ ತಾಳ್ಮೆ ಅವನ ವ್ಯಕ್ತಿತ್ವವನ್ನು ರೂಪಿಸಿತು. ಹುಡುಗನ ಮನಸ್ಸಿನಲ್ಲಿ ಅಪ್ಪ ಅಮ್ಮನ ಮೌಲ್ಯಗಳು ಬೇರೂರಿದವು. ಶಾಲೆಯಲ್ಲಿ ಮೇಷ್ಟ್ರು ಕಲಿಸಿದ ಪಾಠಕ್ಕಿಂತ ಮನೆಯಲ್ಲಿ ಅಪ್ಪ ಅಮ್ಮ ಕಲಿಸಿದ ಬದುಕಿನ ಪಾಠ ಅವನಿಗೆ ದೊಡ್ಡದಾಯಿತು. ಹುಡುಗ ಬೆಳೆದು ದೊಡ್ಡವನಾದ. ಓದಿ ಉನ್ನತ ಹುದ್ದೆಗೆ ಏರಿದ. ಆದರೂ ಅವನು ತನ್ನ ಬೇರುಗಳನ್ನು ಮರೆಯಲಿಲ್ಲ. ಅಪ್ಪ ಅಮ್ಮನ ಆಶೀರ್ವಾದ ಅವನ ಬದುಕಿನ ಬೆಳಕಾಯಿತು. ಇಂದಿನ ಮಕ್ಕಳಿಗೆ ಇಂತಹ ಬದುಕಿನ ಪಾಠಗಳ ಅಗತ್ಯವಿದೆ. ಮೊಬೈಲ್, ಟಿವಿ, ಇಂಟರ್‌ನೆಟ್ ನಡುವೆ ಮಕ್ಕಳು ಅಪ್ಪ ಅಮ್ಮನ ಜೊತೆ ಕಳೆಯುವ ಸಮಯವೇ ಕಡಿಮೆಯಾಗಿದೆ. ಕುಟುಂಬದ ಮೌಲ್ಯಗಳು ಮರೆಯಾಗುತ್ತಿವೆ. ಅಪ್ಪ ಅಮ್ಮ ಮಕ್ಕಳ ಮೊದಲ ಗುರುಗಳು. ಅವರ ಪ್ರೀತಿ, ತ್ಯಾಗ, ಸಹನೆ ಮಕ್ಕಳ ಬದುಕಿಗೆ ದಾರಿದೀಪ. ಮಕ್ಕಳು ಅದನ್ನು ಅರಿತು ಬಾಳಬೇಕು. ಪೋಷಕರ ಮಾತಿಗೆ ಗೌರವ ನೀಡಬೇಕು. ಅವರ ಆರೈಕೆ ಮಾಡಬೇಕು. ಇದು ನಮ್ಮ ಸಂಸ್ಕೃತಿ, ಇದು ನಮ್ಮ ಪರಂಪರೆ. ಅಂತಹ ಮೌಲ್ಯಗಳನ್ನು ಉಳಿಸಿ ಬೆಳೆಸುವುದು ನಮ್ಮೆಲ್ಲರ ಕರ್ತವ್ಯ. ಅದರ ಜೊತೆಗೆ ಶಿಕ್ಷಣದಲ್ಲೂ ಮೌಲ್ಯಗಳನ್ನು ಬಿತ್ತುವ ಕೆಲಸ ಆಗಬೇಕು. [489,321,776,718]
joke-title: ನಕ್ಕರೆ ಅದೇ ಸ್ವರ್ಗ [144,139,311,172]
joke-text-1: ರೋಗಿ: (ಡಿಸ್‌ಚಾರ್ಜ್ ಆಗಿ ಮನೆಗೆ ಹೋಗುವಾಗ): "ಡಾಕ್ಟರ್... ನನ್ನ ಹೃದಯಕ್ಕೆ ಏನೂ ತೊಂದರೆ ಇಲ್ಲ ಅಲ್ವಾ?" [121,189,431,225]
china-story [478,1437,1307,2166]
letters-label: ನಿಮ್ಮ ಪತ್ರಗಳು [192,716,357,751]
imprint-line-2: Newspapers Private Limited, 15-C Industrial 'A' Layout, Bannimantap, Mysore-570 015 and Published at 15-C Industrial 'A' Layout, Bannimantap, Mysore-570 015, Editor: M. Govinde Gowda [85,2204,1509,2219]
letter-4-salutation: ಮಾನ್ಯರೆ, [113,2077,149,2092]
palike-body-2-text: ಸುಮಾರು 32 ವರ್ಷಗಳಿಂದ ನಗರ ಪಾಲಿಕೆಯಲ್ಲಿ ವಾಹನ ಚಾಲಕರಾಗಿದ್ದ ಇವರು, ಕೊರೊನಾ ಸೋಂಕು ದೃಢಪಟ್ಟ ಹಿನ್ನೆಲೆಯಲ್ಲಿ ಆಸ್ಪತ್ರೆಗೆ ದಾಖಲಾಗಿದ್ದರು. ಚಿಕಿತ್ಸೆ ಫಲಕಾರಿಯಾಗದೆ ಸೋಮವಾರ ಮೃತಪಟ್ಟರು. ಮೃತರು ಪತ್ನಿ, ಇಬ್ಬರು ಪುತ್ರರು ಸೇರಿದಂತೆ ಅಪಾರ ಬಂಧು ಬಳಗವನ್ನು ಅಗಲಿದ್ದಾರೆ. ಭಾನುವಾರ ಕರ್ತವ್ಯ ನಿರ್ವಹಿಸಿದ್ದ ಇವರಿಗೆ ಸೋಮವಾರ ಬೆಳಿಗ್ಗೆ ಉಸಿರಾಟದ ಸಮಸ್ಯೆ ಕಾಣಿಸಿಕೊಂಡಿತ್ತು. ಕೂಡಲೇ ಆಸ್ಪತ್ರೆಗೆ ದಾಖಲಿಸಲಾಯಿತಾದರೂ ಚಿಕಿತ್ಸೆ ಫಲಕಾರಿಯಾಗಲಿಲ್ಲ. ಮೃತರ ಅಂತ್ಯಕ್ರಿಯೆ ಕೋವಿಡ್ ನಿಯಮಾನುಸಾರ ನೆರವೇರಿತು. ಪಾಲಿಕೆ ಆಯುಕ್ತರು, ಅಧಿಕಾರಿಗಳು ಹಾಗೂ ನೌಕರರು ಸಂತಾಪ ಸೂಚಿಸಿದ್ದಾರೆ. [1315,1793,1471,2113]
letter-3-body: ಹೊಸ ಔಷಧೀಯಗಳಲ್ಲಿರುವ ಸಣ್ಣ ಹಾಗೂ ಮಧ್ಯಮ ಪ್ರಮಾಣದ ಕೋವಿಡ್ ಸೋಂಕಿತ ಲಕ್ಷಣ ಹೊಂದಿರುವವರ ಮೊನೊಕ್ಲೋನಲ್ ಆಂಟಿಬಾಡಿ ಥೆರಪಿ (ಅಂಟಿಬಾಡಿ ಕಾಕ್‌ಟೇಲ್) ಬಳಸಲು ಡ್ರಗ್ ಕಂಟ್ರೋಲರ್ ಜನರಲ್ ಆಫ್ ಇಂಡಿಯಾ ಅನುಮತಿ ನೀಡಿದೆ. ಮೈಸೂರಿನಲ್ಲಿ ಸರ್ಕಾರಿ ರಾಜ್ಯದ ಎಲ್ಲಾ ಜಿಲ್ಲೆಗಳಲ್ಲೂ ಈ ಥೆರಪಿ ಪ್ರಾರಂಭಿಸಿ ಕೋವಿಡ್ ಸೋಂಕಿತರ ಜೀವ ಉಳಿಸಲು ಸರ್ಕಾರ ಮುಂದಾಗಬೇಕು. ಇದರಿಂದ ಸೋಂಕಿತರು ಬೇಗ ಗುಣಮುಖರಾಗಲು ಸಾಧ್ಯವಿದೆ. ಆದ್ದರಿಂದ ಸರ್ಕಾರ ಈ ಬಗ್ಗೆ ಕೂಡಲೇ ಗಮನಹರಿಸಲಿ. [95,1793,454,1903]
poem-line-4: ಮನದ ಮುಂದಣ ಆಸೆಯೇ ಮಾಯೆ ಕಾಣಾ ಗುಹೇಶ್ವರ [1203,1145,1412,1160]
china-col-3 [887,1993,1307,2162]
poem-line-3: ಮಣ್ಣು ಮಾಯೆಯೆಂಬರು ಮಣ್ಣು ಮಾಯೆಯಲ್ಲ [1215,1123,1400,1138]
report-box-title: ವರದಿಯಲ್ಲಿ ಏನಿದೆ [892,1568,1003,1590]
